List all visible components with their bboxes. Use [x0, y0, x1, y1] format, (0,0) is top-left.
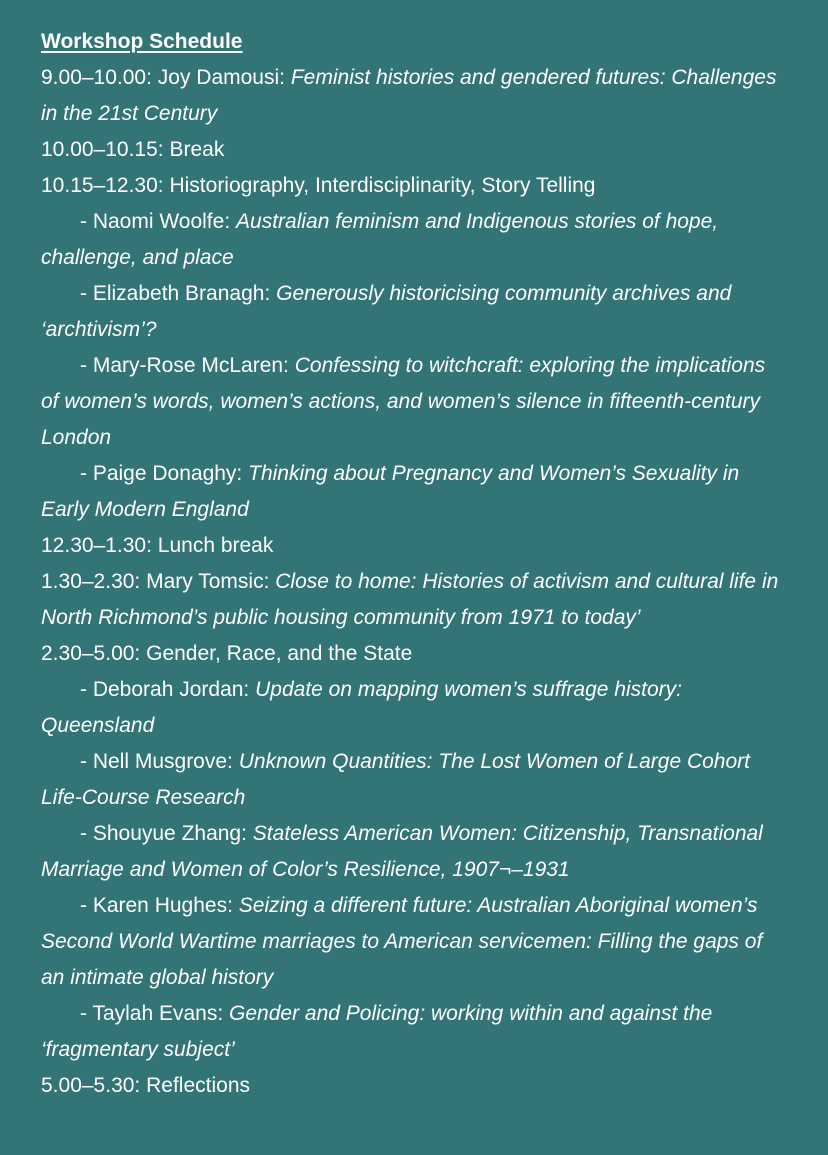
talk-title: Unknown Quantities: The Lost Women of Large Cohort Life-Course Research [41, 750, 750, 809]
talk-speaker: - Elizabeth Branagh: [80, 282, 271, 305]
schedule-heading: Workshop Schedule [41, 30, 243, 53]
entry-time: 2.30–5.00: [41, 642, 141, 665]
session-talk [41, 672, 788, 744]
talk-title: Update on mapping women’s suffrage history: Queensland [41, 678, 682, 737]
talk-speaker: - Naomi Woolfe: [80, 210, 231, 233]
talk-title: Generously historicising community archives and ‘archtivism’? [41, 282, 732, 341]
session-talk [41, 744, 788, 816]
session-talk [41, 456, 788, 528]
talk-speaker: - Nell Musgrove: [80, 750, 233, 773]
schedule-entry [41, 636, 788, 672]
talk-title: Gender and Policing: working within and against the ‘fragmentary subject’ [41, 1002, 713, 1061]
session-title: Gender, Race, and the State [146, 642, 413, 665]
talk-title: Confessing to witchcraft: exploring the implications of women’s words, women’s actions, and women’s silence in fifteenth-century London [41, 354, 766, 449]
entry-speaker: Mary Tomsic: [146, 570, 270, 593]
entry-time: 5.00–5.30: [41, 1074, 141, 1097]
entry-talk-title: Feminist histories and gendered futures: Challenges in the 21st Century [41, 66, 777, 125]
entry-time: 9.00–10.00: [41, 66, 152, 89]
talk-speaker: - Karen Hughes: [80, 894, 233, 917]
entry-speaker: Joy Damousi: [157, 66, 285, 89]
schedule-entry [41, 564, 788, 636]
session-talk [41, 348, 788, 456]
schedule-entry [41, 60, 788, 132]
session-talk [41, 996, 788, 1068]
talk-speaker: - Mary-Rose McLaren: [80, 354, 289, 377]
session-talk [41, 204, 788, 276]
entry-time: 10.15–12.30: [41, 174, 164, 197]
session-talk [41, 816, 788, 888]
talk-title: Australian feminism and Indigenous stories of hope, challenge, and place [41, 210, 719, 269]
talk-speaker: - Paige Donaghy: [80, 462, 243, 485]
session-talk [41, 888, 788, 996]
entry-time: 10.00–10.15: [41, 138, 164, 161]
talk-title: Stateless American Women: Citizenship, Transnational Marriage and Women of Color’s Resilience, 1907¬–1931 [41, 822, 763, 881]
schedule-entry [41, 528, 788, 564]
entry-talk-title: Close to home: Histories of activism and cultural life in North Richmond’s public housing community from 1971 to today’ [41, 570, 779, 629]
talk-speaker: - Shouyue Zhang: [80, 822, 247, 845]
session-title: Historiography, Interdisciplinarity, Story Telling [169, 174, 596, 197]
entry-label: Break [169, 138, 225, 161]
entry-time: 1.30–2.30: [41, 570, 141, 593]
entry-label: Reflections [146, 1074, 250, 1097]
session-talk [41, 276, 788, 348]
entry-label: Lunch break [157, 534, 274, 557]
entry-time: 12.30–1.30: [41, 534, 152, 557]
talk-speaker: - Deborah Jordan: [80, 678, 250, 701]
schedule-entry [41, 168, 788, 204]
talk-title: Thinking about Pregnancy and Women’s Sexuality in Early Modern England [41, 462, 740, 521]
talk-title: Seizing a different future: Australian Aboriginal women’s Second World Wartime marriages to American servicemen: Filling the gaps of an intimate global history [41, 894, 763, 989]
talk-speaker: - Taylah Evans: [80, 1002, 224, 1025]
schedule-entry [41, 132, 788, 168]
schedule-entry [41, 1068, 788, 1104]
